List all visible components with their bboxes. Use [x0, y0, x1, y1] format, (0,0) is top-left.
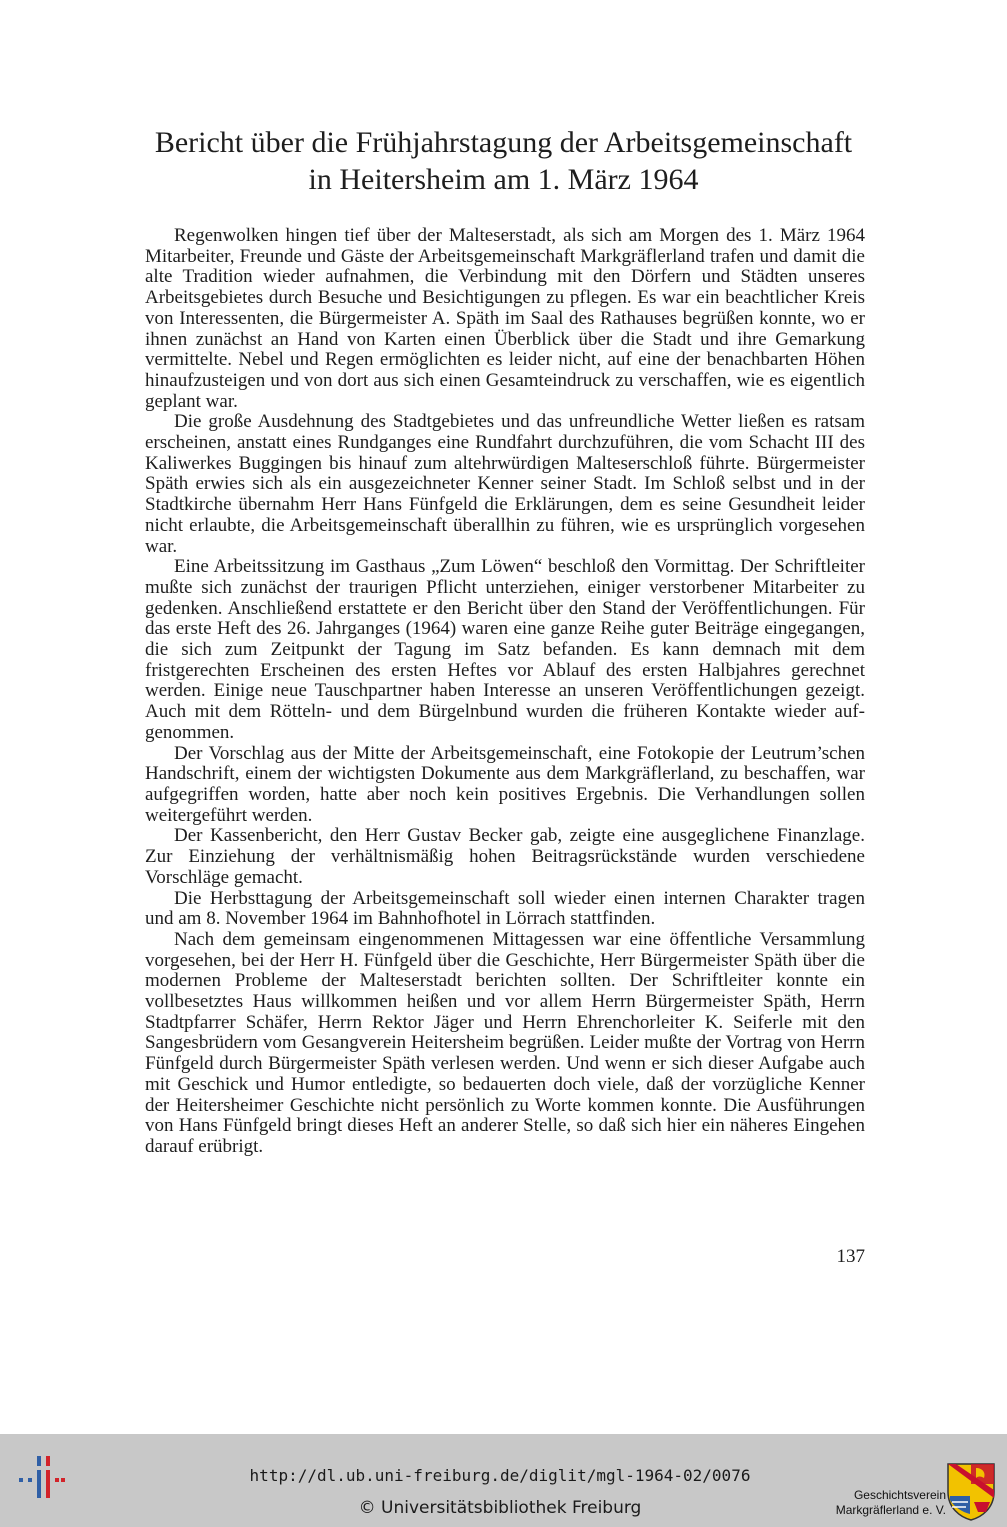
paragraph: Der Kassenbericht, den Herr Gustav Becker gab, zeigte eine ausgeglichene Finanzlage. Zur Einziehung der verhältnismäßig hohen Beitragsrückstände wurden verschiedene Vorschläge gemacht. — [145, 825, 865, 888]
library-logo-icon[interactable] — [16, 1454, 66, 1510]
paragraph: Die Herbsttagung der Arbeitsgemeinschaft soll wieder einen internen Charakter tragen und am 8. November 1964 im Bahnhofhotel in Lörrach stattfinden. — [145, 887, 865, 930]
society-name-line-1: Geschichtsverein — [853, 1488, 946, 1502]
society-name — [796, 1488, 946, 1518]
society-name-line-2: Markgräflerland e. V. — [835, 1503, 946, 1517]
article-title — [120, 124, 887, 198]
paragraph: Eine Arbeitssitzung im Gasthaus „Zum Löwen“ beschloß den Vormittag. Der Schriftleiter mußte sich zunächst der traurigen Pflicht unterziehen, einiger verstorbener Mitarbeiter zu gedenken. Anschließend erstattete er den Bericht über den Stand der Veröffentlichungen. Für das erste Heft des 26. Jahrganges (1964) waren eine ganze Reihe guter Beiträge eingegangen, die sich zum Zeitpunkt der Tagung im Satz befanden. Es kann demnach mit dem fristgerechten Erscheinen des ersten Heftes vor Ablauf des ersten Halbjahres gerechnet werden. Einige neue Tauschpartner haben Interesse an unseren Veröffentlichungen gezeigt. Auch mit dem Rötteln- und dem Bürgelnbund wurden die früheren Kontakte wieder aufgenommen. — [145, 556, 865, 743]
paragraph: Die große Ausdehnung des Stadtgebietes und das unfreundliche Wetter ließen es ratsam erscheinen, anstatt eines Rundganges eine Rundfahrt durchzuführen, die vom Schacht III des Kaliwerkes Buggingen bis hinauf zum altehrwürdigen Malteserschloß führte. Bürgermeister Späth erwies sich als ein ausgezeichneter Kenner seiner Stadt. Im Schloß selbst und in der Stadtkirche übernahm Herr Hans Fünfgeld die Erklärungen, dem es seine Gesundheit leider nicht erlaubte, die Arbeitsgemeinschaft überallhin zu führen, wie es ursprünglich vorgesehen war. — [145, 411, 865, 557]
copyright-notice: © Universitätsbibliothek Freiburg — [358, 1498, 642, 1518]
title-line-1: Bericht über die Frühjahrstagung der Arbeitsgemeinschaft — [154, 126, 853, 159]
paragraph: Regenwolken hingen tief über der Malteserstadt, als sich am Morgen des 1. März 1964 Mitarbeiter, Freunde und Gäste der Arbeitsgemeinschaft Markgräflerland trafen und damit die alte Tradition wieder aufnahmen, die Verbindung mit den Dörfern und Städten unseres Arbeitsgebietes durch Besuche und Besichtigungen zu pflegen. Es war ein beachtlicher Kreis von Interessenten, die Bürgermeister A. Späth im Saal des Rathauses begrüßen konnte, wo er ihnen zunächst an Hand von Karten einen Überblick über die Stadt und ihre Gemarkung vermittelte. Nebel und Regen ermöglichten es leider nicht, auf eine der benachbarten Höhen hinaufzusteigen und von dort aus sich einen Gesamteindruck zu verschaffen, wie es eigentlich geplant war. — [145, 225, 865, 412]
article-body — [145, 226, 865, 1158]
coat-of-arms-icon — [946, 1462, 996, 1522]
footer-bar — [0, 1434, 1007, 1527]
paragraph: Der Vorschlag aus der Mitte der Arbeitsgemeinschaft, eine Fotokopie der Leutrum’schen Handschrift, einem der wichtigsten Dokumente aus dem Markgräflerland, zu beschaffen, war aufgegriffen worden, hatte aber noch kein positives Ergebnis. Die Verhandlungen sollen weitergeführt werden. — [145, 742, 865, 826]
page-number: 137 — [836, 1246, 865, 1267]
source-url-link[interactable]: http://dl.ub.uni-freiburg.de/diglit/mgl-1964-02/0076 — [249, 1466, 751, 1485]
paragraph: Nach dem gemeinsam eingenommenen Mittagessen war eine öffentliche Versammlung vorgesehen, bei der Herr H. Fünfgeld über die Geschichte, Herr Bürgermeister Späth über die modernen Probleme der Malteserstadt berichten sollten. Der Schriftleiter konnte ein vollbesetztes Haus willkommen heißen und vor allem Herrn Bürgermeister Späth, Herrn Stadtpfarrer Schäfer, Herrn Rektor Jäger und Herrn Ehrenchorleiter K. Seiferle mit den Sangesbrüdern vom Gesangverein Heitersheim begrüßen. Leider mußte der Vortrag von Herrn Fünfgeld durch Bürgermeister Späth verlesen werden. Und wenn er sich dieser Aufgabe auch mit Geschick und Humor entledigte, so bedauerten doch viele, daß der vorzügliche Kenner der Heitersheimer Geschichte nicht persönlich zu Worte kommen konnte. Die Ausführungen von Hans Fünfgeld bringt dieses Heft an anderer Stelle, so daß sich hier ein näheres Eingehen darauf erübrigt. — [145, 928, 865, 1157]
title-line-2: in Heitersheim am 1. März 1964 — [308, 163, 699, 196]
